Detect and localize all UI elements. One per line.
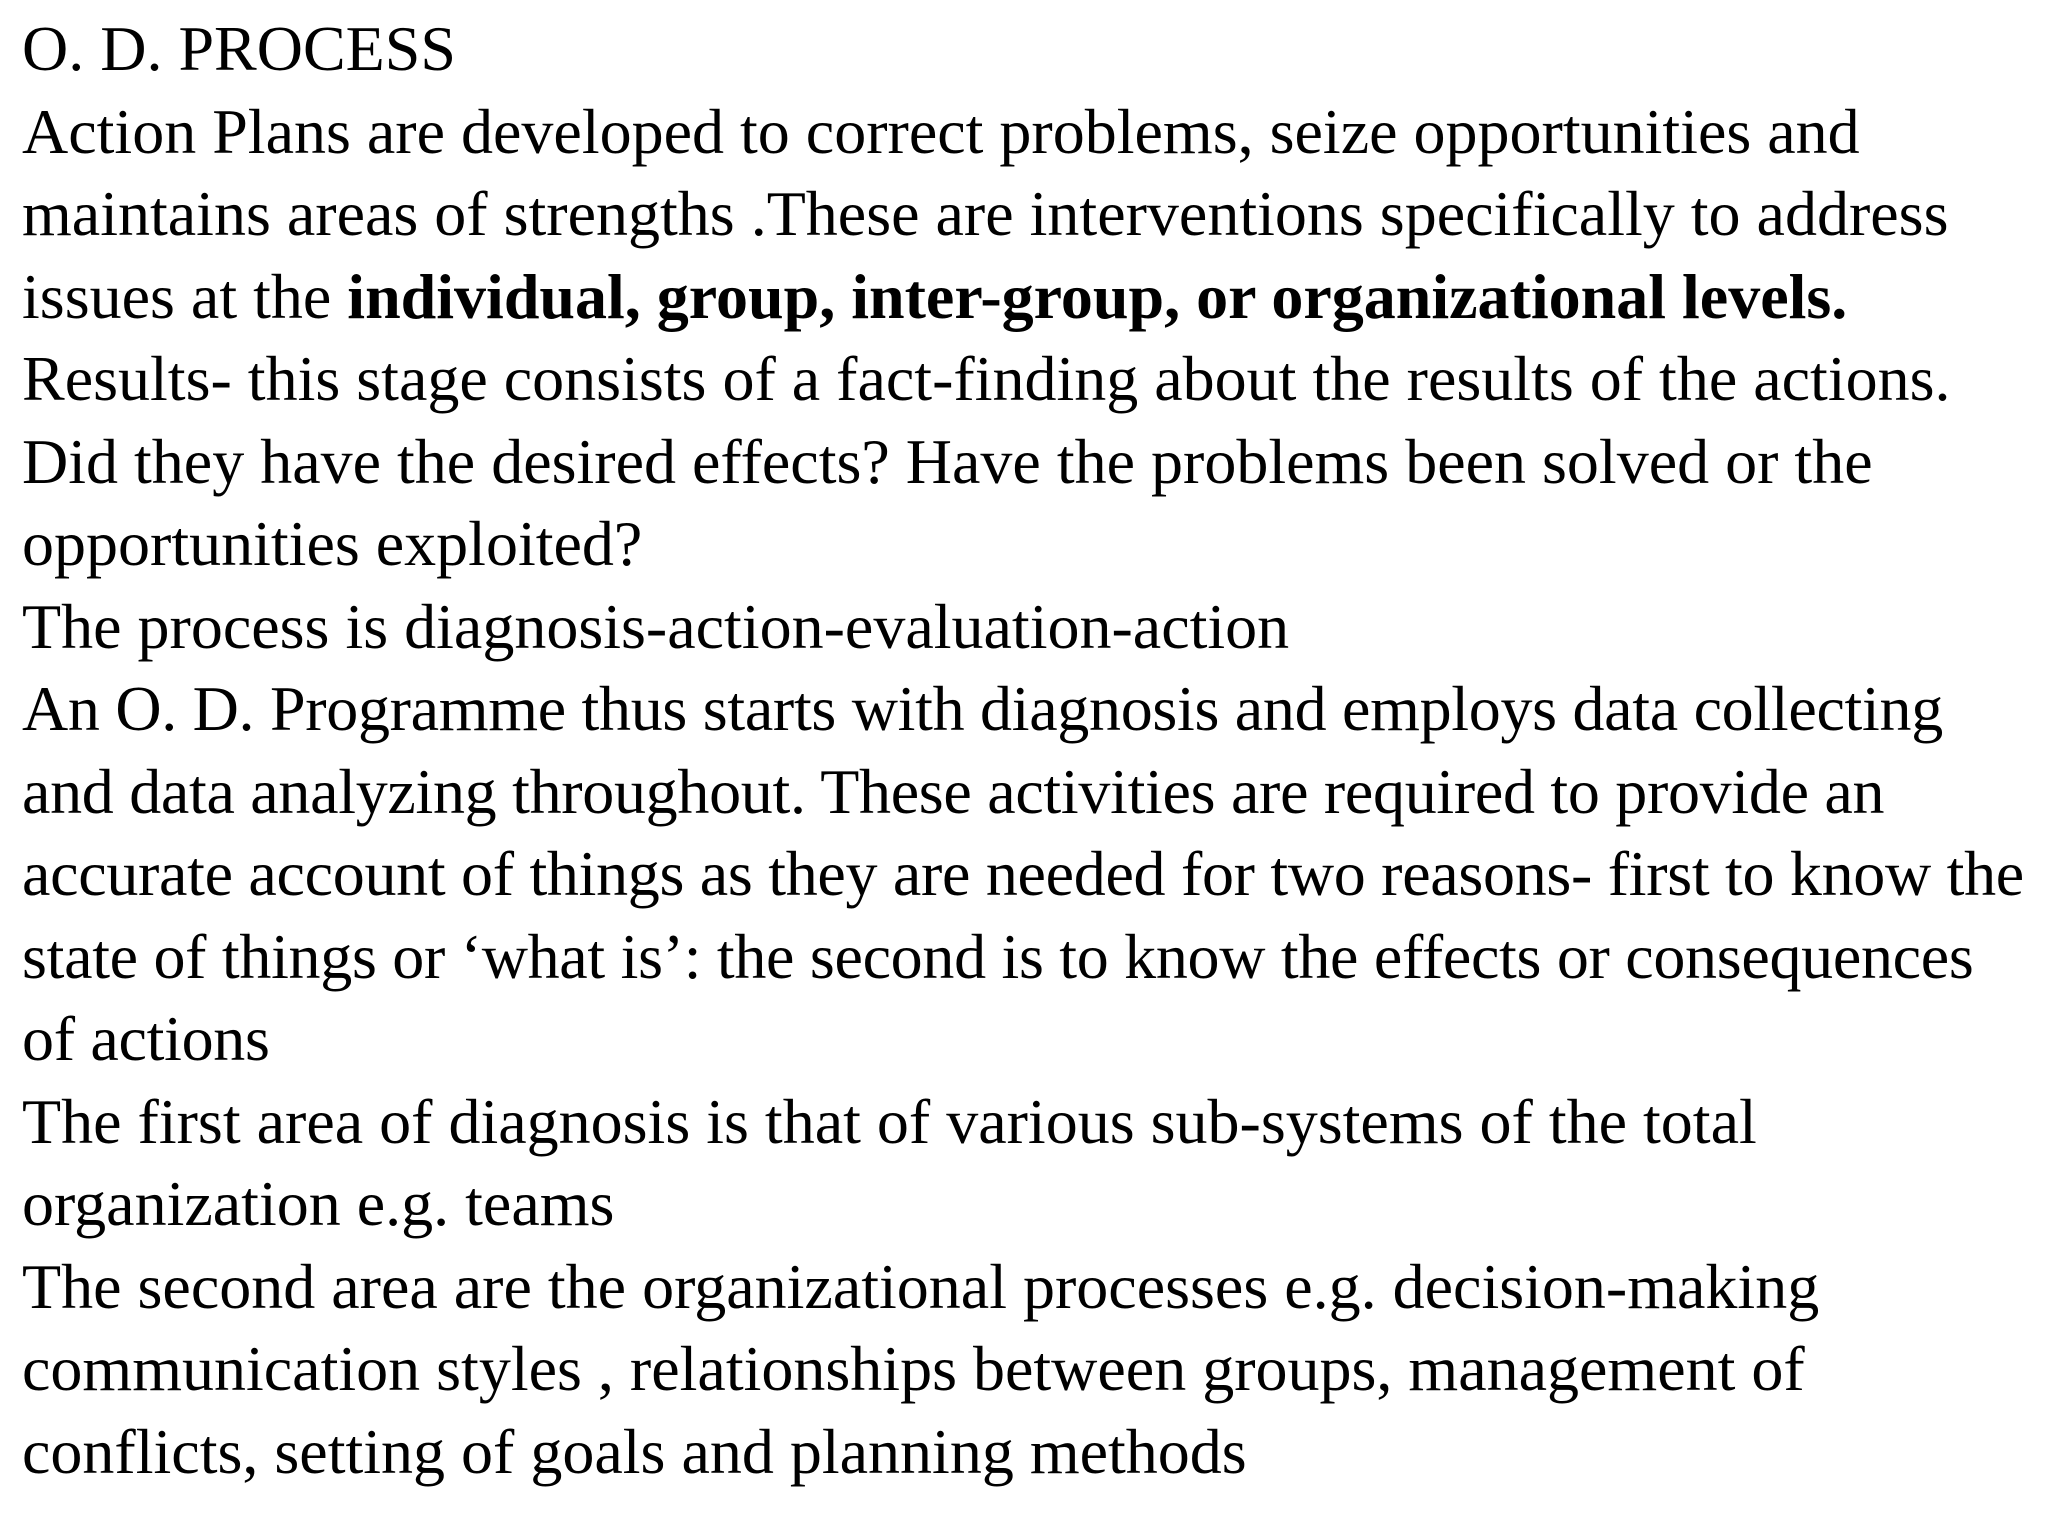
page-title: O. D. PROCESS xyxy=(22,13,456,84)
paragraph-second-area: The second area are the organizational processes e.g. decision-making communication styles , relationships between groups, management of conflicts, setting of goals and planning methods xyxy=(22,1250,1820,1487)
paragraph-action-plans xyxy=(22,91,2032,339)
paragraph-process: The process is diagnosis-action-evaluation-action xyxy=(22,590,1290,662)
action-plans-bold-levels: individual, group, inter-group, or organizational levels. xyxy=(347,260,1848,332)
action-plans-text: Action Plans are developed to correct problems, seize opportunities and maintains areas of strengths .These are interventions specifically to address issues at the xyxy=(22,95,1949,332)
paragraph-results: Results- this stage consists of a fact-finding about the results of the actions. Did they have the desired effects? Have the problems been solved or the opportunities exploited? xyxy=(22,343,1951,579)
paragraph-programme: An O. D. Programme thus starts with diagnosis and employs data collecting and data analyzing throughout. These activities are required to provide an accurate account of things as they are needed for two reasons- first to know the state of things or ‘what is’: the second is to know the effects or consequences of actions xyxy=(22,673,2024,1074)
paragraph-first-area: The first area of diagnosis is that of various sub-systems of the total organization e.g. teams xyxy=(22,1085,1757,1239)
slide-text-body xyxy=(22,8,2032,1493)
